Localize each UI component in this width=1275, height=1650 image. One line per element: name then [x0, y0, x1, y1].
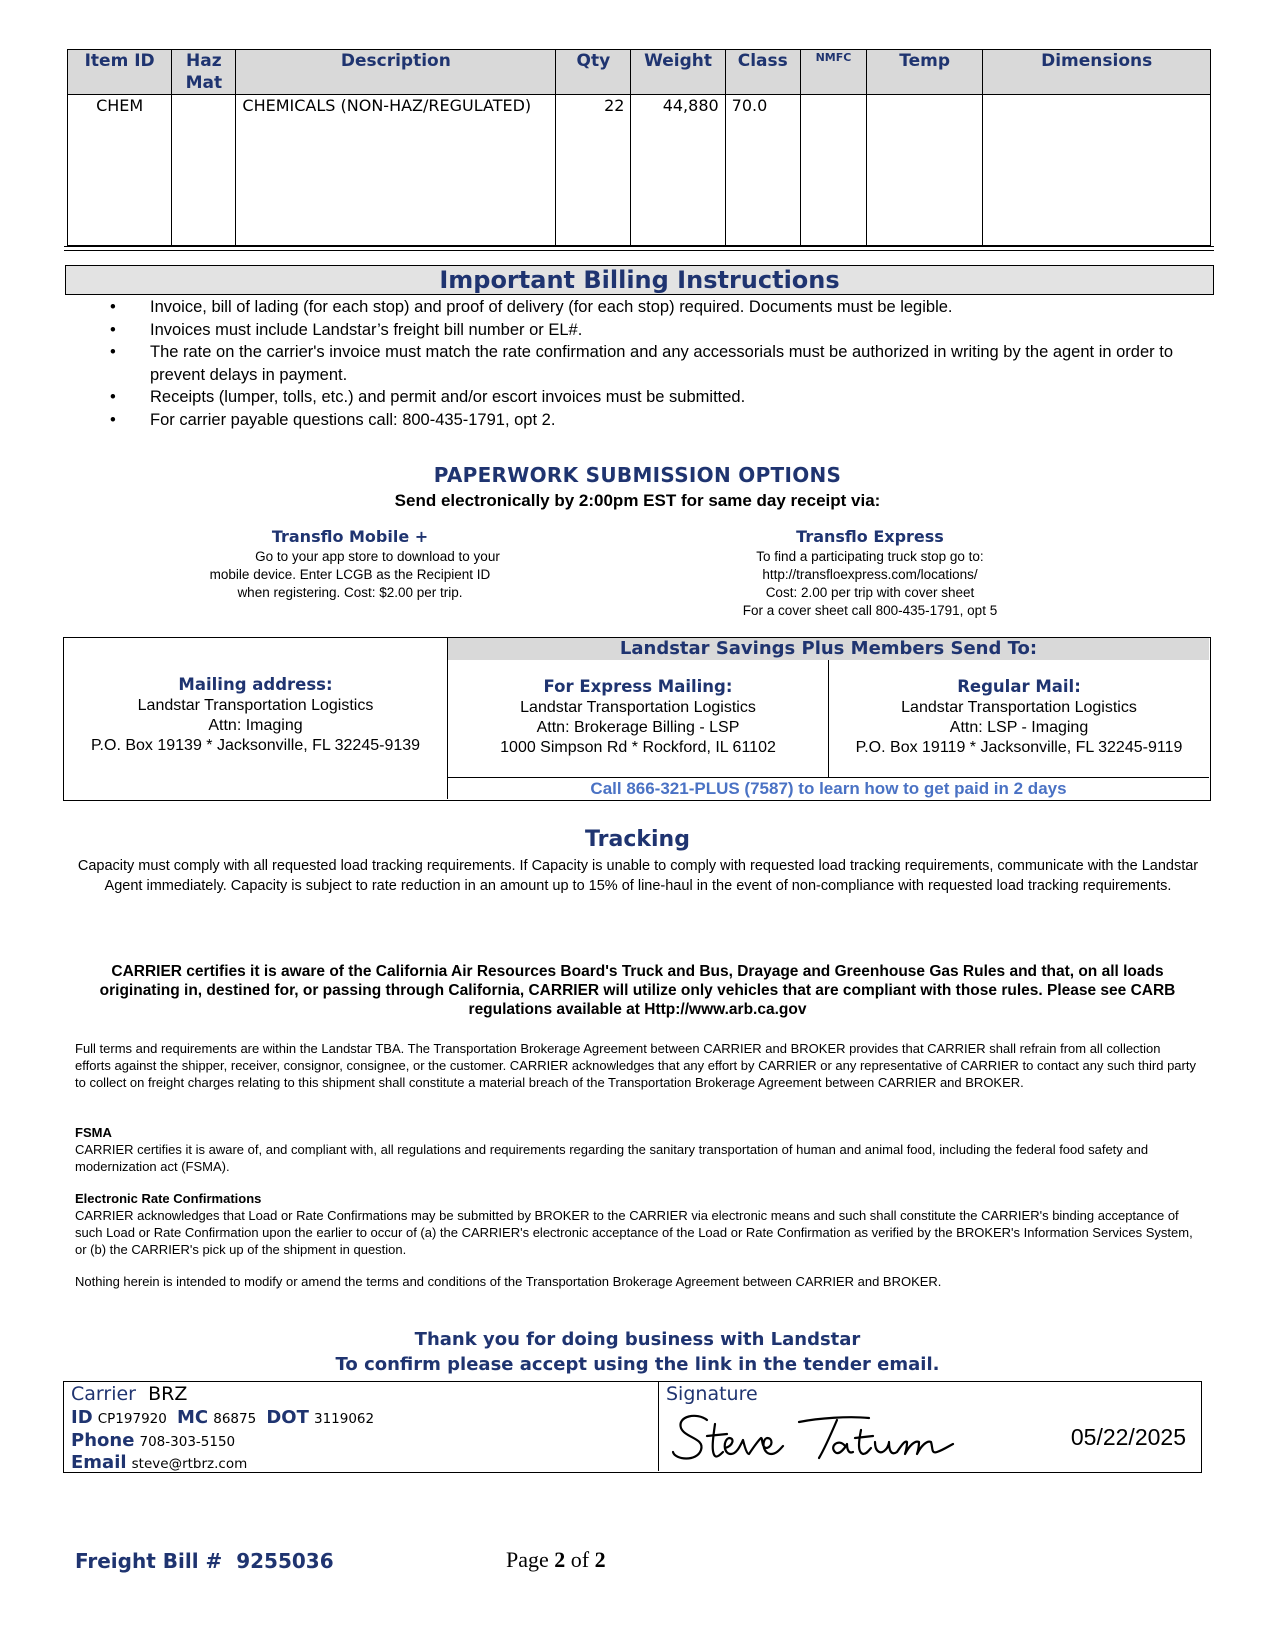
page-number [506, 1547, 606, 1573]
transflo-mobile-option [180, 526, 520, 602]
transflo-express-line: Cost: 2.00 per trip with cover sheet [765, 585, 975, 600]
address-line: P.O. Box 19139 * Jacksonville, FL 32245-9139 [90, 737, 421, 754]
mailing-address-title: Mailing address: [178, 675, 333, 694]
transflo-mobile-line: Go to your app store to download to your [255, 549, 500, 564]
address-line: 1000 Simpson Rd * Rockford, IL 61102 [500, 739, 776, 756]
mc-label: MC [177, 1407, 209, 1428]
carrier-email-row [71, 1452, 247, 1473]
col-header-qty: Qty [556, 50, 631, 95]
fsma-title: FSMA [75, 1125, 112, 1140]
tracking-title: Tracking [585, 827, 690, 852]
col-header-class: Class [725, 50, 800, 95]
signature-date: 05/22/2025 [1070, 1424, 1186, 1450]
carrier-id-row [71, 1407, 374, 1428]
mailing-address-box [63, 637, 1211, 801]
page-of: of [570, 1547, 590, 1572]
cell-qty: 22 [556, 95, 631, 246]
erc-section [75, 1190, 1200, 1258]
transflo-express-line: For a cover sheet call 800-435-1791, opt 5 [742, 603, 998, 618]
thank-you-line: Thank you for doing business with Landstar [414, 1329, 861, 1350]
freight-bill-number: 9255036 [236, 1549, 334, 1573]
tracking-text: Capacity must comply with all requested load tracking requirements. If Capacity is unable to comply with requested load tracking requirements, communicate with the Landstar Agent immediately. Capacity is subject to rate reduction in an amount up to 15% of line-haul in the event of non-compliance with requested load tracking requirements. [77, 858, 1199, 894]
section-divider [64, 246, 1214, 251]
page-total: 2 [594, 1547, 606, 1572]
fsma-text: CARRIER certifies it is aware of, and compliant with, all regulations and requirements regarding the sanitary transportation of human and animal food, including the federal food safety and modernization act (FSMA). [75, 1142, 1149, 1174]
cell-temp [867, 95, 983, 246]
regular-mail-address [829, 660, 1209, 758]
signature-panel [659, 1382, 1200, 1471]
erc-title: Electronic Rate Confirmations [75, 1191, 262, 1206]
carrier-phone-row [71, 1430, 235, 1451]
list-item: • Invoices must include Landstar’s freight bill number or EL#. [110, 319, 1180, 342]
paperwork-subtitle: Send electronically by 2:00pm EST for same day receipt via: [394, 491, 881, 510]
cell-description: CHEMICALS (NON-HAZ/REGULATED) [236, 95, 556, 246]
email-label: Email [71, 1452, 127, 1473]
cell-nmfc [800, 95, 866, 246]
page-word: Page [506, 1547, 549, 1572]
cell-weight: 44,880 [631, 95, 725, 246]
phone-value: 708-303-5150 [139, 1434, 236, 1450]
col-header-description: Description [236, 50, 556, 95]
address-line: Landstar Transportation Logistics [520, 699, 756, 716]
address-line: P.O. Box 19119 * Jacksonville, FL 32245-9119 [855, 739, 1183, 756]
freight-bill-footer [75, 1549, 334, 1573]
regular-mail-title: Regular Mail: [957, 677, 1081, 696]
signature-label: Signature [666, 1383, 758, 1405]
mc-value: 86875 [213, 1411, 257, 1427]
transflo-express-line: To find a participating truck stop go to: [756, 549, 984, 564]
cell-item-id: CHEM [68, 95, 172, 246]
carrier-info-panel [64, 1382, 659, 1471]
handwritten-signature [669, 1408, 959, 1470]
transflo-mobile-line: when registering. Cost: $2.00 per trip. [237, 585, 463, 600]
col-header-nmfc: NMFC [800, 50, 866, 95]
id-value: CP197920 [97, 1411, 167, 1427]
transflo-mobile-title: Transflo Mobile + [271, 527, 429, 546]
carrier-name-row [71, 1383, 187, 1405]
email-value: steve@rtbrz.com [131, 1456, 248, 1472]
savings-plus-header: Landstar Savings Plus Members Send To: [448, 638, 1209, 660]
transflo-express-link[interactable]: http://transfloexpress.com/locations/ [762, 567, 978, 582]
list-item: • Invoice, bill of lading (for each stop) and proof of delivery (for each stop) required. Documents must be legible. [110, 296, 1180, 319]
cell-dimensions [983, 95, 1211, 246]
carb-certification: CARRIER certifies it is aware of the California Air Resources Board's Truck and Bus, Drayage and Greenhouse Gas Rules and that, on all loads originating in, destined for, or passing through California, CARRIER will utilize only vehicles that are compliant with those rules. Please see CARB regulations available at Http://www.arb.ca.gov [99, 963, 1176, 1018]
savings-plus-call-line: Call 866-321-PLUS (7587) to learn how to get paid in 2 days [448, 777, 1209, 800]
freight-table [67, 49, 1211, 246]
carrier-signature-box [63, 1381, 1202, 1473]
id-label: ID [71, 1407, 93, 1428]
address-line: Attn: Brokerage Billing - LSP [536, 719, 740, 736]
col-header-temp: Temp [867, 50, 983, 95]
list-item: • Receipts (lumper, tolls, etc.) and permit and/or escort invoices must be submitted. [110, 386, 1180, 409]
table-row [68, 95, 1211, 246]
paperwork-title: PAPERWORK SUBMISSION OPTIONS [433, 463, 842, 487]
carrier-value: BRZ [148, 1383, 188, 1405]
cell-class: 70.0 [725, 95, 800, 246]
list-item: • For carrier payable questions call: 800-435-1791, opt 2. [110, 409, 1180, 432]
mailing-address-panel [64, 638, 448, 799]
dot-value: 3119062 [313, 1411, 375, 1427]
express-mailing-panel [448, 660, 829, 777]
col-header-item-id: Item ID [68, 50, 172, 95]
col-header-weight: Weight [631, 50, 725, 95]
transflo-mobile-line: mobile device. Enter LCGB as the Recipient ID [209, 567, 491, 582]
list-item: • The rate on the carrier's invoice must match the rate confirmation and any accessorials must be authorized in writing by the agent in order to prevent delays in payment. [110, 341, 1180, 386]
dot-label: DOT [266, 1407, 309, 1428]
express-mailing-title: For Express Mailing: [543, 677, 733, 696]
col-header-dimensions: Dimensions [983, 50, 1211, 95]
express-mailing-address [448, 660, 828, 758]
transflo-express-option [700, 526, 1040, 620]
carrier-label: Carrier [71, 1383, 136, 1405]
address-line: Attn: Imaging [208, 717, 303, 734]
full-terms-text: Full terms and requirements are within the Landstar TBA. The Transportation Brokerage Agreement between CARRIER and BROKER provides that CARRIER shall refrain from all collection efforts against the shipper, receiver, consignor, consignee, or the customer. CARRIER acknowledges that any effort by CARRIER or any representative of CARRIER to contact any such third party to collect on freight charges relating to this shipment shall constitute a material breach of the Transportation Brokerage Agreement between CARRIER and BROKER. [75, 1041, 1196, 1090]
fsma-section [75, 1124, 1200, 1175]
billing-instructions-title: Important Billing Instructions [65, 265, 1214, 295]
billing-instructions-list [110, 296, 1180, 431]
transflo-express-title: Transflo Express [796, 527, 944, 546]
col-header-haz-mat: Haz Mat [172, 50, 236, 95]
freight-table-header-row [68, 50, 1211, 95]
phone-label: Phone [71, 1430, 135, 1451]
nothing-herein-text: Nothing herein is intended to modify or amend the terms and conditions of the Transportation Brokerage Agreement between CARRIER and BROKER. [75, 1274, 942, 1289]
erc-text: CARRIER acknowledges that Load or Rate Confirmations may be submitted by BROKER to the CARRIER via electronic means and such shall constitute the CARRIER's binding acceptance of such Load or Rate Confirmation upon the earlier to occur of (a) the CARRIER's electronic acceptance of the Load or Rate Confirmation as verified by the BROKER's Information Services System, or (b) the CARRIER's pick up of the shipment in question. [75, 1208, 1193, 1257]
regular-mail-panel [829, 660, 1209, 777]
page-current: 2 [554, 1547, 566, 1572]
freight-bill-label: Freight Bill # [75, 1549, 223, 1573]
address-line: Landstar Transportation Logistics [137, 697, 374, 714]
mailing-address [64, 638, 447, 756]
confirm-instruction-line: To confirm please accept using the link in the tender email. [335, 1354, 940, 1375]
address-line: Attn: LSP - Imaging [949, 719, 1089, 736]
cell-haz-mat [172, 95, 236, 246]
address-line: Landstar Transportation Logistics [901, 699, 1137, 716]
